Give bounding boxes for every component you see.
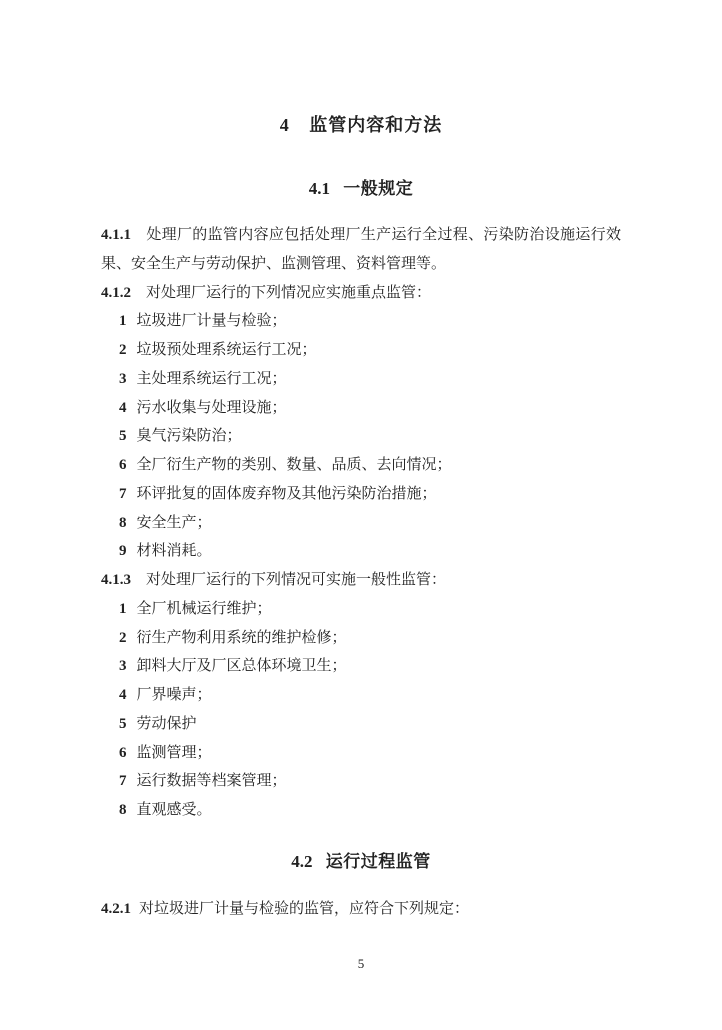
list-item [101,710,621,739]
clause-4-1-3-text: 对处理厂运行的下列情况可实施一般性监管： [146,572,447,588]
list-item-number: 1 [119,313,127,330]
list-item-text: 安全生产； [136,514,212,531]
page-number: 5 [357,956,365,971]
list-item [101,796,621,825]
list-item-number: 2 [119,629,127,646]
list-item-text: 厂界噪声； [136,687,212,703]
clause-4-1-3-number: 4.1.3 [101,572,131,588]
list-item [101,652,621,681]
list-item-text: 垃圾预处理系统运行工况； [136,342,317,358]
clause-4-1-1-text: 处理厂的监管内容应包括处理厂生产运行全过程、污染防治设施运行效果、安全生产与劳动保护、监测管理、资料管理等。 [101,227,621,272]
list-item-number: 6 [119,744,127,761]
list-item-text: 主处理系统运行工况； [136,370,287,387]
list-item-text: 卸料大厅及厂区总体环境卫生； [136,658,347,675]
clause-4-1-3 [101,566,621,595]
clause-4-2-1-text: 对垃圾进厂计量与检验的监管，应符合下列规定： [139,900,470,917]
list-item-text: 臭气污染防治； [136,428,242,445]
list-4-1-3 [101,595,621,825]
list-item-text: 监测管理； [136,744,212,761]
section-4-2-title: 运行过程监管 [325,851,431,871]
list-item-number: 6 [119,457,127,473]
list-item-text: 环评批复的固体废弃物及其他污染防治措施； [136,485,437,502]
list-item-text: 污水收集与处理设施； [136,399,287,416]
list-item-number: 1 [119,600,127,617]
list-item-text: 衍生产物利用系统的维护检修； [136,629,347,646]
list-item-number: 2 [119,342,127,358]
list-item-number: 5 [119,715,127,732]
section-heading-4-2 [101,849,621,875]
list-item [101,307,621,336]
clause-4-1-2-text: 对处理厂运行的下列情况应实施重点监管： [146,284,432,301]
clause-4-1-2-number: 4.1.2 [101,284,131,301]
list-item [101,537,621,566]
clause-4-2-1-number: 4.2.1 [101,900,131,917]
list-item-number: 3 [119,658,127,675]
list-item [101,767,621,796]
chapter-title: 监管内容和方法 [309,115,443,135]
list-item [101,422,621,451]
list-item-number: 5 [119,428,127,445]
list-item [101,509,621,538]
list-item [101,739,621,768]
list-item [101,624,621,653]
list-item-number: 7 [119,773,127,790]
list-item-text: 劳动保护 [136,715,197,732]
list-item [101,681,621,710]
chapter-number: 4 [279,115,289,135]
list-item-number: 4 [119,399,127,416]
section-4-1-number: 4.1 [308,179,330,198]
list-item-number: 8 [119,802,127,818]
section-4-2-number: 4.2 [291,851,313,871]
list-item-text: 运行数据等档案管理； [136,773,287,790]
list-item-number: 3 [119,370,127,387]
list-item-number: 4 [119,687,127,703]
section-4-1-body [101,221,621,825]
list-4-1-2 [101,307,621,566]
list-item [101,394,621,423]
list-item-number: 7 [119,485,127,502]
section-4-1-title: 一般规定 [343,179,414,198]
page-content [101,0,621,924]
list-item [101,595,621,624]
list-item-number: 8 [119,514,127,531]
chapter-heading [101,0,621,138]
list-item-number: 9 [119,543,127,560]
section-heading-4-1 [101,176,621,202]
list-item-text: 垃圾进厂计量与检验； [136,313,287,330]
list-item-text: 直观感受。 [136,802,212,818]
list-item [101,365,621,394]
list-item [101,451,621,480]
list-item-text: 全厂衍生产物的类别、数量、品质、去向情况； [136,457,452,473]
clause-4-2-1 [101,895,621,924]
clause-4-1-1-number: 4.1.1 [101,227,131,243]
list-item [101,480,621,509]
list-item-text: 全厂机械运行维护； [136,600,272,617]
list-item [101,336,621,365]
list-item-text: 材料消耗。 [136,543,212,560]
clause-4-1-1 [101,221,621,279]
clause-4-1-2 [101,279,621,308]
